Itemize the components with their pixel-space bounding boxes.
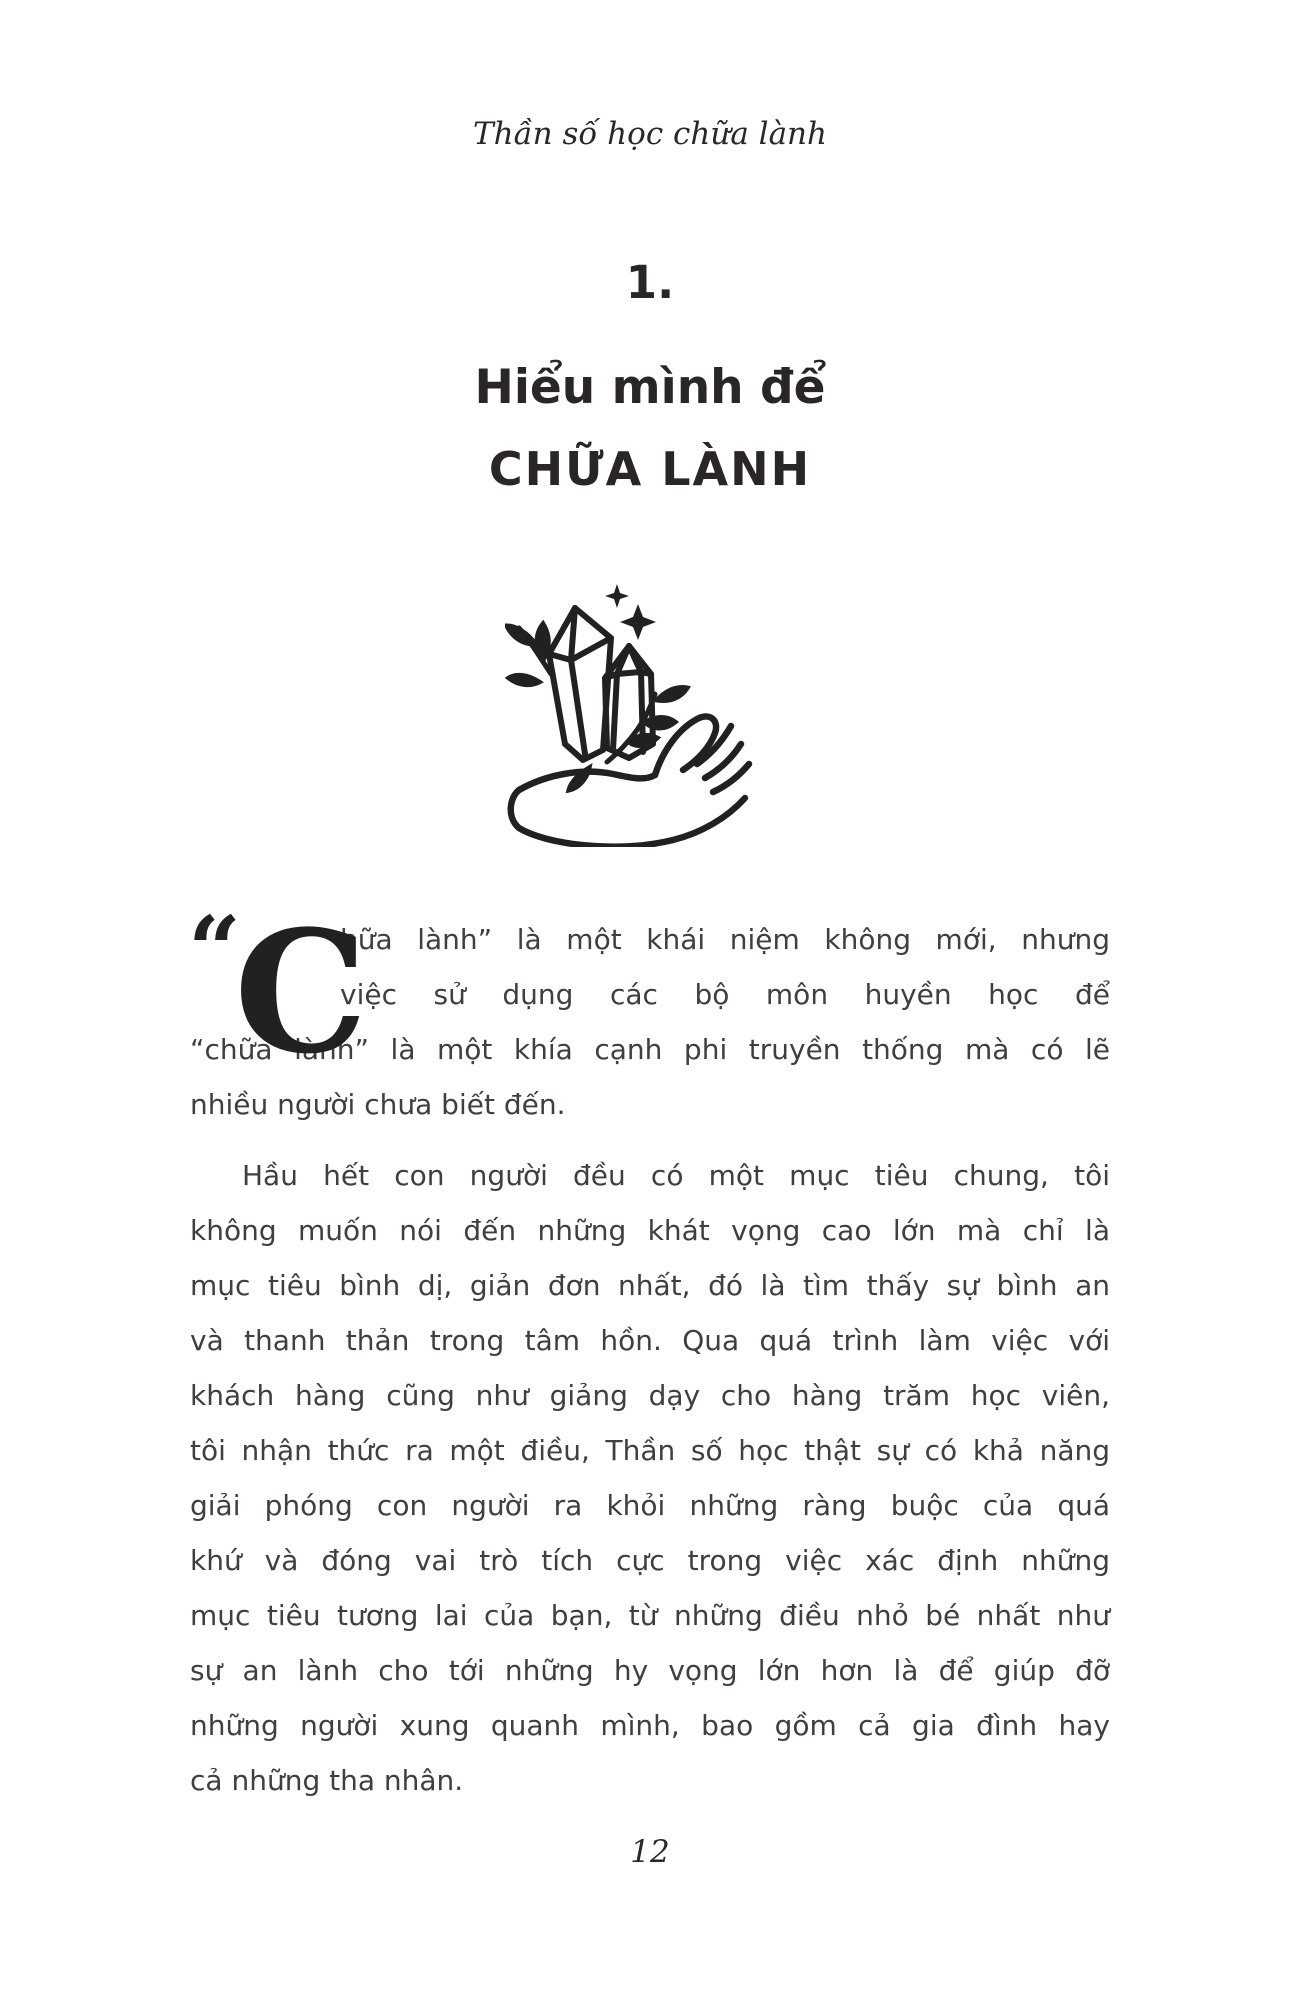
text-line: Hầu hết con người đều có một mục tiêu chung, tôi — [242, 1159, 1110, 1192]
chapter-number: 1. — [625, 256, 675, 309]
opening-quote-mark: “ — [188, 896, 241, 1004]
drop-cap: C — [234, 893, 368, 1091]
paragraph-1-dropcap-lines — [340, 912, 1110, 1022]
text-line: mục tiêu bình dị, giản đơn nhất, đó là tìm thấy sự bình an — [190, 1269, 1110, 1302]
text-line: và thanh thản trong tâm hồn. Qua quá trình làm việc với — [190, 1324, 1110, 1357]
text-line: những người xung quanh mình, bao gồm cả gia đình hay — [190, 1709, 1110, 1742]
text-line: khứ và đóng vai trò tích cực trong việc xác định những — [190, 1544, 1110, 1577]
text-line: tôi nhận thức ra một điều, Thần số học thật sự có khả năng — [190, 1434, 1110, 1467]
text-line: hữa lành” là một khái niệm không mới, nhưng — [340, 923, 1110, 956]
chapter-title-line2: CHỮA LÀNH — [488, 442, 812, 496]
text-line: cả những tha nhân. — [190, 1764, 464, 1797]
large-crystal-icon — [549, 608, 611, 760]
paragraph-1 — [188, 893, 1110, 1132]
text-line: nhiều người chưa biết đến. — [190, 1088, 566, 1121]
hand-holding-crystals-illustration — [505, 582, 755, 847]
paragraph-2 — [190, 1148, 1110, 1808]
chapter-title-line1: Hiểu mình để — [474, 360, 826, 415]
page-number: 12 — [630, 1834, 670, 1870]
text-line: giải phóng con người ra khỏi những ràng buộc của quá — [190, 1489, 1110, 1522]
text-line: không muốn nói đến những khát vọng cao lớn mà chỉ là — [190, 1214, 1110, 1247]
text-line: sự an lành cho tới những hy vọng lớn hơn là để giúp đỡ — [190, 1654, 1110, 1687]
text-line: mục tiêu tương lai của bạn, từ những điều nhỏ bé nhất như — [190, 1599, 1110, 1632]
text-line: khách hàng cũng như giảng dạy cho hàng trăm học viên, — [190, 1379, 1110, 1412]
star-icon — [605, 584, 629, 608]
text-line: “chữa lành” là một khía cạnh phi truyền thống mà có lẽ — [190, 1033, 1110, 1066]
sparkle-icon — [620, 604, 656, 640]
running-header: Thần số học chữa lành — [473, 116, 827, 152]
text-line: việc sử dụng các bộ môn huyền học để — [340, 978, 1110, 1011]
